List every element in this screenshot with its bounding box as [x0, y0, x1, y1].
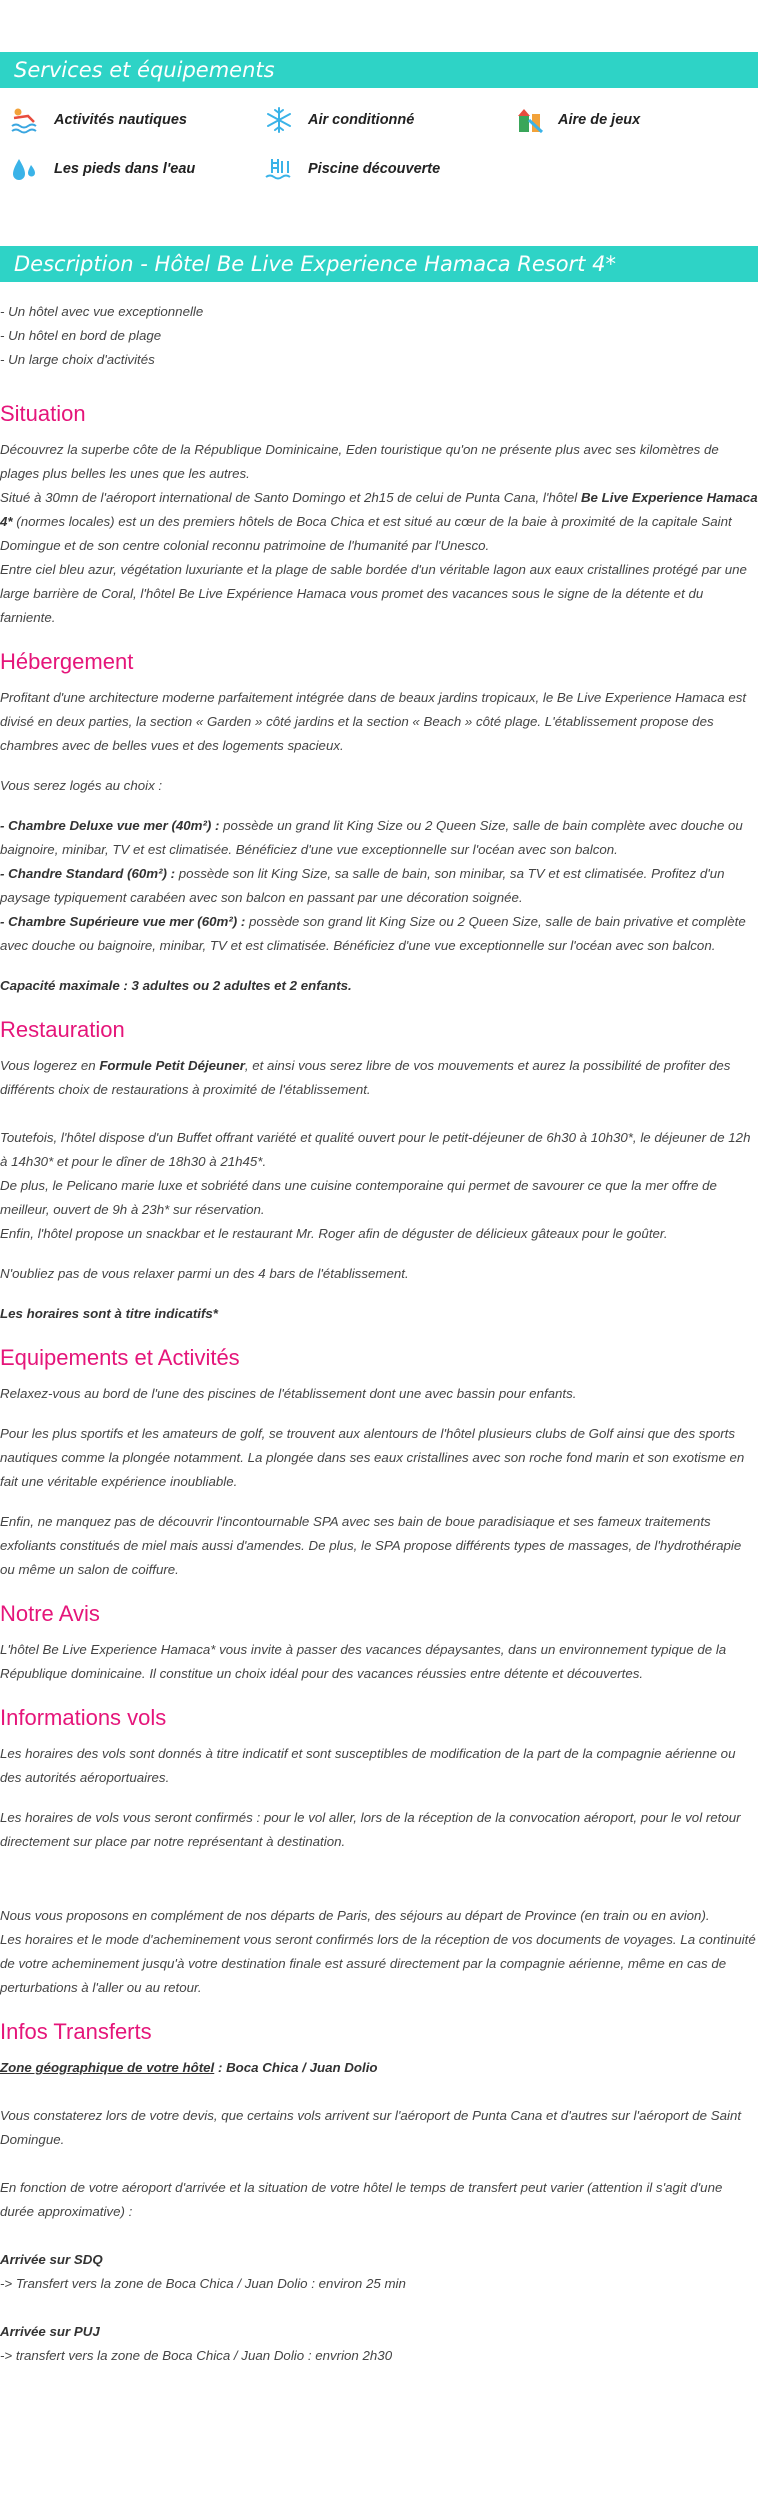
playground-icon [514, 106, 544, 134]
equipements-paragraph: Enfin, ne manquez pas de découvrir l'incontournable SPA avec ses bain de boue paradisiaque et ses fameux traitements exfoliants constitués de miel mais aussi d'amendes. De plus, le SPA propose différents types de massages, de l'hydrothérapie ou même un salon de coiffure. [0, 1514, 742, 1577]
vols-paragraph: Les horaires des vols sont donnés à titre indicatif et sont susceptibles de modification de la part de la compagnie aérienne ou des autorités aéroportuaires. [0, 1746, 736, 1785]
bullet: - Un hôtel avec vue exceptionnelle [0, 304, 204, 319]
situation-paragraph: Situé à 30mn de l'aéroport international de Santo Domingo et 2h15 de celui de Punta Cana, l'hôtel Be Live Experience Hamaca 4* (normes locales) est un des premiers hôtels de Boca Chica et est situé au cœur de la baie à proximité de la capitale Saint Domingue et de son centre colonial reconnu patrimoine de l'humanité par l'Unesco. [0, 490, 758, 553]
snowflake-icon [264, 106, 294, 134]
bullet: - Un large choix d'activités [0, 352, 155, 367]
section-title-avis: Notre Avis [0, 1601, 100, 1626]
service-label: Piscine découverte [308, 161, 441, 177]
zone-line: Zone géographique de votre hôtel : Boca Chica / Juan Dolio [0, 2060, 378, 2075]
arrival-sdq-label: Arrivée sur SDQ [0, 2252, 103, 2267]
schedule-note: Les horaires sont à titre indicatifs* [0, 1306, 218, 1321]
arrival-puj-label: Arrivée sur PUJ [0, 2324, 100, 2339]
arrival-puj-text: -> transfert vers la zone de Boca Chica / Juan Dolio : envrion 2h30 [0, 2348, 393, 2363]
service-item-air-conditioning [264, 106, 414, 134]
pool-icon [264, 155, 294, 183]
vols-paragraph: Nous vous proposons en complément de nos départs de Paris, des séjours au départ de Province (en train ou en avion). [0, 1908, 710, 1923]
water-sports-icon [10, 106, 40, 134]
service-label: Les pieds dans l'eau [54, 161, 196, 177]
arrival-sdq-text: -> Transfert vers la zone de Boca Chica / Juan Dolio : environ 25 min [0, 2276, 406, 2291]
vols-paragraph: Les horaires et le mode d'acheminement vous seront confirmés lors de la réception de vos documents de voyages. La continuité de votre acheminement jusqu'à votre destination finale est assuré directement par la compagnie aérienne, même en cas de perturbations à l'aller ou au retour. [0, 1932, 756, 1995]
service-item-playground [514, 106, 640, 134]
room-deluxe: - Chambre Deluxe vue mer (40m²) : possède un grand lit King Size ou 2 Queen Size, salle de bain complète avec douche ou baignoire, minibar, TV et est climatisée. Bénéficiez d'une vue exceptionnelle sur l'océan avec son balcon. [0, 818, 743, 857]
services-header: Services et équipements [0, 52, 758, 88]
restauration-paragraph: Toutefois, l'hôtel dispose d'un Buffet offrant variété et qualité ouvert pour le petit-déjeuner de 6h30 à 10h30*, le déjeuner de 12h à 14h30* et pour le dîner de 18h30 à 21h45*. [0, 1130, 751, 1169]
avis-paragraph: L'hôtel Be Live Experience Hamaca* vous invite à passer des vacances dépaysantes, dans un environnement typique de la République dominicaine. Il constitue un choix idéal pour des vacances réussies entre détente et découvertes. [0, 1642, 727, 1681]
situation-paragraph: Découvrez la superbe côte de la République Dominicaine, Eden touristique qu'on ne présente plus avec ses kilomètres de plages plus belles les unes que les autres. [0, 442, 719, 481]
equipements-paragraph: Pour les plus sportifs et les amateurs de golf, se trouvent aux alentours de l'hôtel plusieurs clubs de Golf ainsi que des sports nautiques comme la plongée notamment. La plongée dans ses eaux cristallines avec son roche fond marin et son exotisme en fait une véritable expérience inoubliable. [0, 1426, 745, 1489]
situation-paragraph: Entre ciel bleu azur, végétation luxuriante et la plage de sable bordée d'un véritable lagon aux eaux cristallines protégé par une large barrière de Coral, l'hôtel Be Live Expérience Hamaca vous promet des vacances sous le signe de la détente et du farniente. [0, 562, 747, 625]
transferts-paragraph: Vous constaterez lors de votre devis, que certains vols arrivent sur l'aéroport de Punta Cana et d'autres sur l'aéroport de Saint Domingue. [0, 2108, 742, 2147]
service-item-water-sports [10, 106, 187, 134]
vols-paragraph: Les horaires de vols vous seront confirmés : pour le vol aller, lors de la réception de la convocation aéroport, pour le vol retour directement sur place par notre représentant à destination. [0, 1810, 741, 1849]
transferts-paragraph: En fonction de votre aéroport d'arrivée et la situation de votre hôtel le temps de transfert peut varier (attention il s'agit d'une durée approximative) : [0, 2180, 723, 2219]
section-title-equipements: Equipements et Activités [0, 1345, 240, 1370]
section-title-vols: Informations vols [0, 1705, 167, 1730]
bullet: - Un hôtel en bord de plage [0, 328, 162, 343]
restauration-paragraph: De plus, le Pelicano marie luxe et sobriété dans une cuisine contemporaine qui permet de savourer ce que la mer offre de meilleur, ouvert de 9h à 23h* sur réservation. [0, 1178, 717, 1217]
restauration-paragraph: Enfin, l'hôtel propose un snackbar et le restaurant Mr. Roger afin de déguster de délicieux gâteaux pour le goûter. [0, 1226, 668, 1241]
service-item-beachfront [10, 155, 195, 183]
service-label: Activités nautiques [54, 112, 187, 128]
section-title-transferts: Infos Transferts [0, 2019, 152, 2044]
hebergement-paragraph: Vous serez logés au choix : [0, 778, 163, 793]
equipements-paragraph: Relaxez-vous au bord de l'une des piscines de l'établissement dont une avec bassin pour enfants. [0, 1386, 577, 1401]
restauration-paragraph: Vous logerez en Formule Petit Déjeuner, et ainsi vous serez libre de vos mouvements et aurez la possibilité de profiter des différents choix de restaurations à proximité de l'établissement. [0, 1058, 731, 1097]
description-content [0, 300, 758, 2368]
section-title-situation: Situation [0, 401, 86, 426]
description-header: Description - Hôtel Be Live Experience Hamaca Resort 4* [0, 246, 758, 282]
capacity-note: Capacité maximale : 3 adultes ou 2 adultes et 2 enfants. [0, 978, 352, 993]
water-drop-icon [10, 155, 40, 183]
service-label: Aire de jeux [558, 112, 641, 128]
service-item-outdoor-pool [264, 155, 440, 183]
room-standard: - Chandre Standard (60m²) : possède son lit King Size, sa salle de bain, son minibar, sa TV et est climatisée. Profitez d'un paysage typiquement carabéen avec son balcon en passant par une décoration soignée. [0, 866, 725, 905]
section-title-hebergement: Hébergement [0, 649, 134, 674]
section-title-restauration: Restauration [0, 1017, 125, 1042]
restauration-paragraph: N'oubliez pas de vous relaxer parmi un des 4 bars de l'établissement. [0, 1266, 409, 1281]
hebergement-paragraph: Profitant d'une architecture moderne parfaitement intégrée dans de beaux jardins tropicaux, le Be Live Experience Hamaca est divisé en deux parties, la section « Garden » côté jardins et la section « Beach » côté plage. L'établissement propose des chambres avec de belles vues et des logements spacieux. [0, 690, 747, 753]
room-superieure: - Chambre Supérieure vue mer (60m²) : possède son grand lit King Size ou 2 Queen Size, salle de bain privative et complète avec douche ou baignoire, minibar, TV et est climatisée. Bénéficiez d'une vue exceptionnelle sur l'océan avec son balcon. [0, 914, 746, 953]
service-label: Air conditionné [308, 112, 415, 128]
